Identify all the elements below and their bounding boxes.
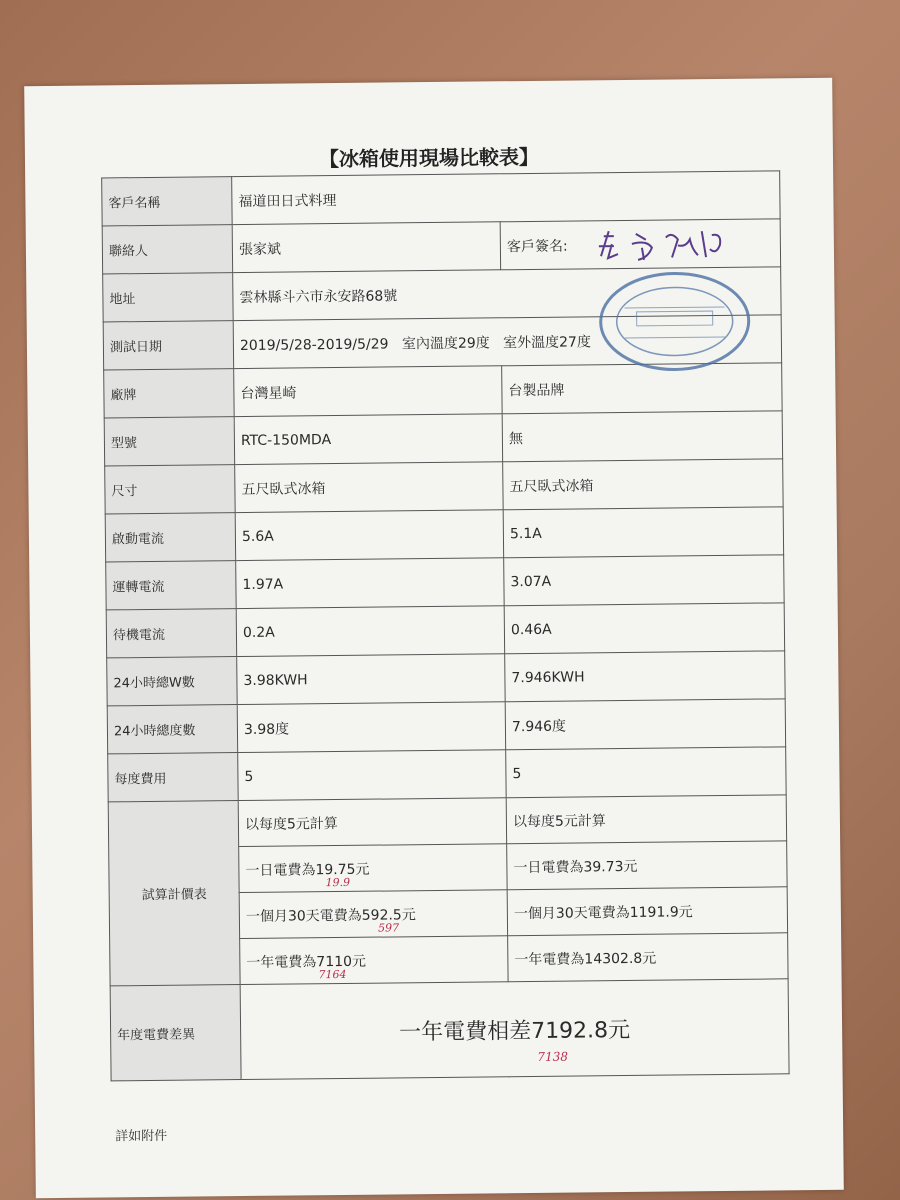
calc-month-a: 一個月30天電費為592.5元 — [245, 906, 416, 925]
table-row — [102, 219, 780, 274]
address-label: 地址 — [103, 273, 233, 322]
row-label: 尺寸 — [105, 465, 235, 514]
row-label: 待機電流 — [106, 609, 236, 658]
value-a: 台灣星崎 — [234, 366, 502, 417]
row-label: 24小時總W數 — [107, 657, 237, 706]
table-row — [107, 699, 785, 754]
value-a: 0.2A — [236, 606, 504, 657]
calc-year-b: 一年電費為14302.8元 — [508, 933, 788, 982]
value-b: 7.946KWH — [505, 651, 785, 702]
signature-label: 客戶簽名: — [506, 238, 568, 255]
table-row — [108, 747, 786, 802]
value-b: 5.1A — [503, 507, 783, 558]
indoor-temp: 室內溫度29度 — [401, 334, 490, 352]
handwritten-note: 7164 — [318, 967, 347, 982]
calc-day-b: 一日電費為39.73元 — [507, 841, 787, 890]
value-a: 五尺臥式冰箱 — [235, 462, 503, 513]
calc-day-a: 一日電費為19.75元 — [245, 861, 370, 879]
test-date: 2019/5/28-2019/5/29 — [239, 335, 389, 354]
contact-label: 聯絡人 — [102, 225, 232, 274]
value-b: 0.46A — [504, 603, 784, 654]
value-a: 1.97A — [236, 558, 504, 609]
table-row — [102, 171, 780, 226]
row-label: 型號 — [104, 417, 234, 466]
customer-name-label: 客戶名稱 — [102, 177, 232, 226]
document-paper — [24, 78, 844, 1198]
value-a: RTC-150MDA — [234, 414, 502, 465]
table-row — [108, 795, 786, 848]
calc-month-b: 一個月30天電費為1191.9元 — [507, 887, 787, 936]
calc-year-a: 一年電費為7110元 — [246, 953, 367, 971]
diff-value: 一年電費相差7192.8元 — [398, 1017, 631, 1045]
table-row — [105, 507, 783, 562]
row-label: 啟動電流 — [105, 513, 235, 562]
row-label: 廠牌 — [104, 369, 234, 418]
value-b: 3.07A — [504, 555, 784, 606]
handwritten-note: 19.9 — [325, 875, 351, 890]
signature-cell — [500, 219, 780, 270]
value-b: 無 — [502, 411, 782, 462]
row-label: 運轉電流 — [106, 561, 236, 610]
customer-name: 福道田日式料理 — [232, 171, 780, 225]
value-b: 台製品牌 — [502, 363, 782, 414]
company-seal-stamp — [594, 267, 755, 377]
value-a: 3.98KWH — [237, 654, 505, 705]
value-a: 3.98度 — [237, 702, 505, 753]
table-row — [106, 603, 784, 658]
value-a: 5 — [238, 750, 506, 801]
calc-month-a-cell — [239, 890, 507, 939]
calc-label: 試算計價表 — [108, 801, 240, 986]
diff-cell — [240, 979, 789, 1080]
page-title: 【冰箱使用現場比較表】 — [318, 144, 540, 172]
value-b: 5 — [506, 747, 786, 798]
table-row — [106, 555, 784, 610]
calc-day-a-cell — [239, 844, 507, 893]
table-row — [110, 979, 789, 1081]
test-date-label: 測試日期 — [103, 321, 233, 370]
calc-basis-b: 以每度5元計算 — [506, 795, 786, 844]
outdoor-temp: 室外溫度27度 — [503, 333, 591, 351]
table-row — [104, 411, 782, 466]
table-row — [105, 459, 783, 514]
value-b: 五尺臥式冰箱 — [503, 459, 783, 510]
diff-label: 年度電費差異 — [110, 985, 241, 1081]
handwritten-signature — [584, 224, 774, 266]
value-a: 5.6A — [235, 510, 503, 561]
table-row — [107, 651, 785, 706]
footer-note: 詳如附件 — [115, 1128, 168, 1145]
calc-year-a-cell — [240, 936, 508, 985]
calc-basis-a: 以每度5元計算 — [238, 798, 506, 847]
address: 雲林縣斗六市永安路68號 — [233, 267, 781, 321]
contact-name: 張家斌 — [232, 222, 500, 273]
row-label: 每度費用 — [108, 753, 238, 802]
handwritten-note: 597 — [377, 921, 400, 935]
row-label: 24小時總度數 — [107, 705, 237, 754]
value-b: 7.946度 — [505, 699, 785, 750]
handwritten-note: 7138 — [537, 1049, 569, 1064]
